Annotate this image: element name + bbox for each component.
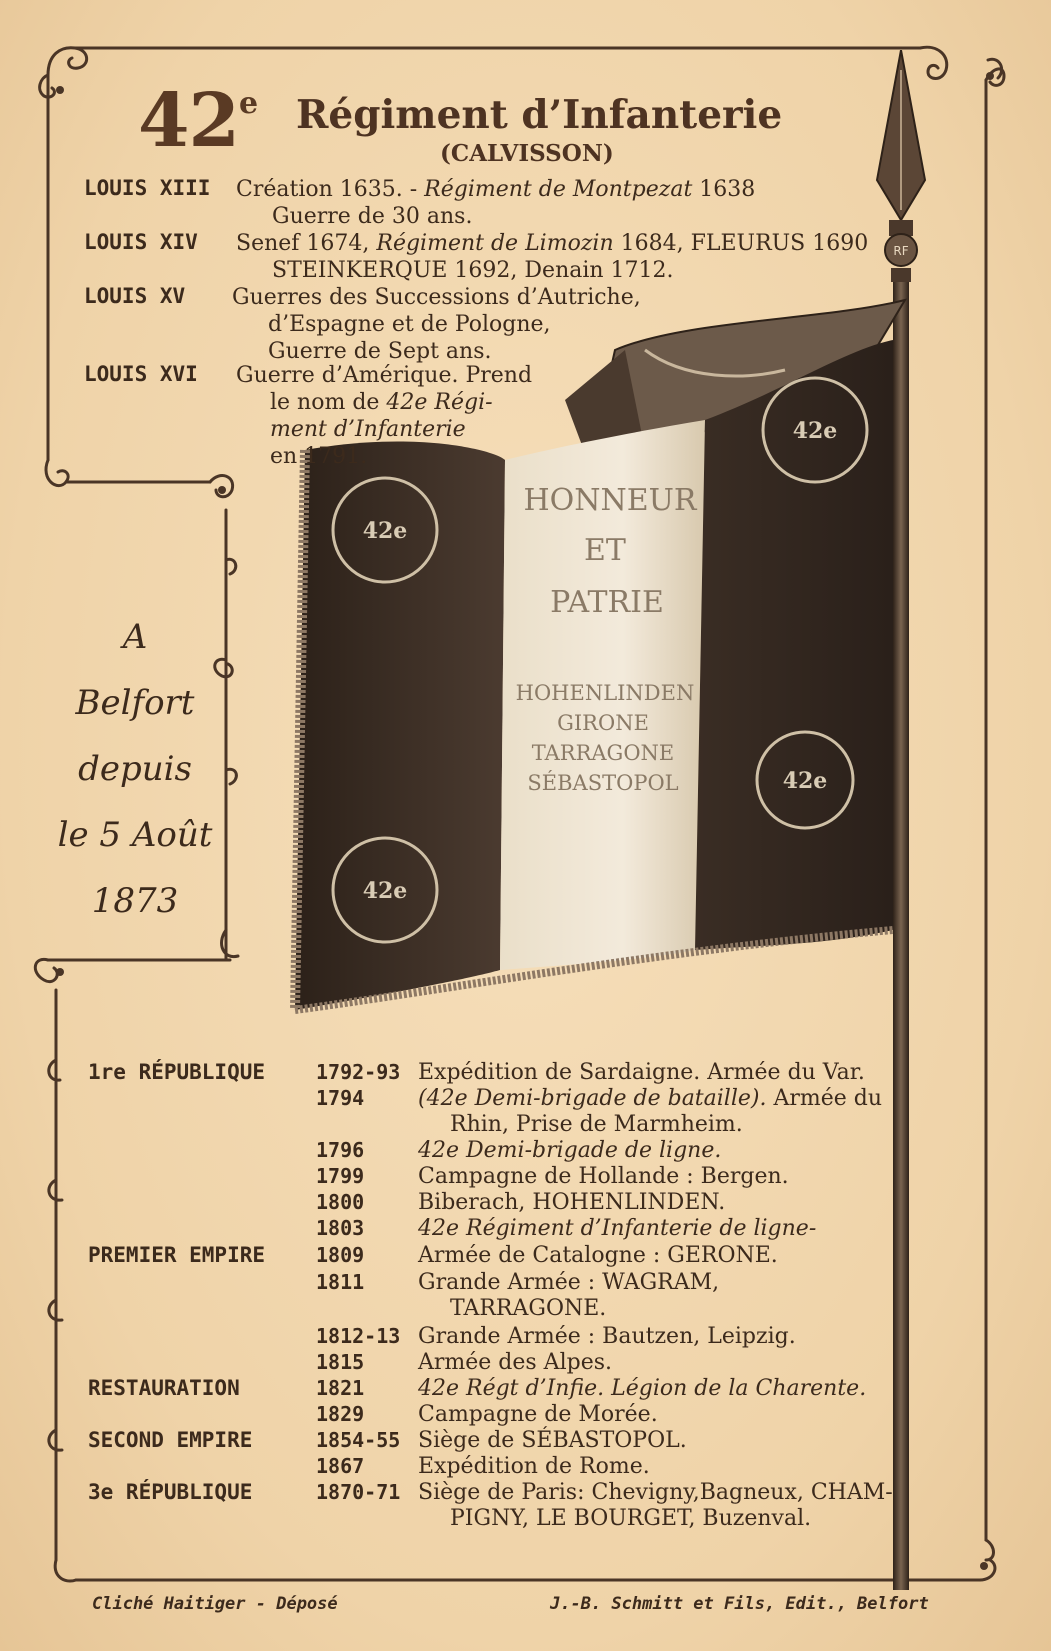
badge-bottom-right: 42e <box>782 768 828 794</box>
history-event: Expédition de Sardaigne. Armée du Var. <box>418 1060 865 1085</box>
history-year: 1854-55 <box>316 1428 401 1452</box>
history-event: Siège de SÉBASTOPOL. <box>418 1428 687 1453</box>
history-event: Grande Armée : Bautzen, Leipzig. <box>418 1324 796 1349</box>
history-year: 1796 <box>316 1138 365 1162</box>
history-year: 1799 <box>316 1164 365 1188</box>
era-label: RESTAURATION <box>88 1376 240 1400</box>
era-label: PREMIER EMPIRE <box>88 1243 266 1267</box>
era-label: 3e RÉPUBLIQUE <box>88 1480 253 1504</box>
history-year: 1800 <box>316 1190 365 1214</box>
history-year: 1812-13 <box>316 1324 401 1348</box>
history-event: PIGNY, LE BOURGET, Buzenval. <box>450 1506 812 1531</box>
flag-battle-4: SÉBASTOPOL <box>527 771 679 795</box>
era-label: SECOND EMPIRE <box>88 1428 253 1452</box>
finial-mark: RF <box>893 244 909 258</box>
history-year: 1803 <box>316 1216 365 1240</box>
history-year: 1870-71 <box>316 1480 401 1504</box>
history-year: 1811 <box>316 1270 365 1294</box>
history-year: 1829 <box>316 1402 365 1426</box>
flag-battle-2: GIRONE <box>557 711 649 735</box>
flag-motto-line-1: HONNEUR <box>523 483 697 518</box>
history-year: 1867 <box>316 1454 365 1478</box>
history-event: Biberach, HOHENLINDEN. <box>418 1190 726 1215</box>
badge-top-left: 42e <box>362 518 408 544</box>
history-year: 1815 <box>316 1350 365 1374</box>
flag-battle-1: HOHENLINDEN <box>515 681 695 705</box>
history-event: Rhin, Prise de Marmheim. <box>450 1112 743 1137</box>
history-year: 1792-93 <box>316 1060 401 1084</box>
belfort-inscription: A Belfort depuis le 5 Août 1873 <box>57 617 213 921</box>
history-event: 42e Régiment d’Infanterie de ligne- <box>418 1216 817 1241</box>
reign-louis-xv: LOUIS XV <box>84 284 186 308</box>
flag-motto-line-3: PATRIE <box>550 585 664 620</box>
badge-top-right: 42e <box>792 418 838 444</box>
history-event: Armée des Alpes. <box>418 1350 612 1375</box>
history-year: 1821 <box>316 1376 365 1400</box>
era-label: 1re RÉPUBLIQUE <box>88 1060 266 1084</box>
regiment-number: 42e <box>138 78 258 164</box>
history-event: Siège de Paris: Chevigny,Bagneux, CHAM- <box>418 1480 893 1505</box>
photo-credit: Cliché Haitiger - Déposé <box>92 1594 338 1614</box>
reign-louis-xvi: LOUIS XVI <box>84 362 198 386</box>
reign-louis-xvi-text: Guerre d’Amérique. Prend le nom de 42e Régi- ment d’Infanterie en 1791. <box>236 363 533 469</box>
history-event: 42e Régt d’Infie. Légion de la Charente. <box>418 1376 867 1401</box>
badge-bottom-left: 42e <box>362 878 408 904</box>
reign-louis-xv-text: Guerres des Successions d’Autriche, d’Espagne et de Pologne, Guerre de Sept ans. <box>232 285 641 364</box>
reign-louis-xiv: LOUIS XIV <box>84 230 198 254</box>
publisher-credit: J.-B. Schmitt et Fils, Edit., Belfort <box>550 1594 929 1614</box>
history-event: Grande Armée : WAGRAM, <box>418 1270 720 1295</box>
flag-motto-line-2: ET <box>584 533 626 568</box>
history-event: (42e Demi-brigade de bataille). Armée du <box>418 1086 883 1111</box>
reign-louis-xiii-text: Création 1635. - Régiment de Montpezat 1638 Guerre de 30 ans. <box>236 177 756 229</box>
history-year: 1794 <box>316 1086 365 1110</box>
history-event: Campagne de Morée. <box>418 1402 658 1427</box>
history-event: 42e Demi-brigade de ligne. <box>418 1138 722 1163</box>
history-event: Campagne de Hollande : Bergen. <box>418 1164 789 1189</box>
history-event: Armée de Catalogne : GERONE. <box>418 1243 778 1268</box>
history-year: 1809 <box>316 1243 365 1267</box>
reign-louis-xiv-text: Senef 1674, Régiment de Limozin 1684, FLEURUS 1690 STEINKERQUE 1692, Denain 1712. <box>236 231 869 283</box>
page-subtitle: (CALVISSON) <box>440 140 614 167</box>
flag-battle-3: TARRAGONE <box>531 741 675 765</box>
history-event: Expédition de Rome. <box>418 1454 650 1479</box>
history-event: TARRAGONE. <box>450 1296 607 1321</box>
reign-louis-xiii: LOUIS XIII <box>84 176 211 200</box>
page-title: Régiment d’Infanterie <box>296 92 783 138</box>
